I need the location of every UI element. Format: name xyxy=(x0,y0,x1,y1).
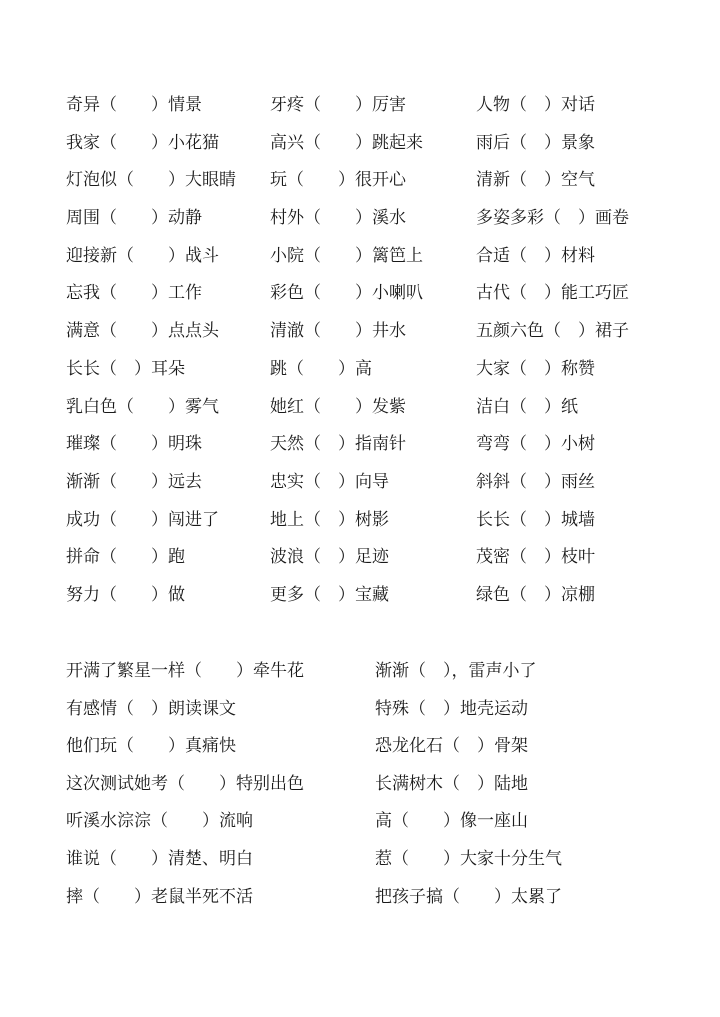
phrase-item: 惹（ ）大家十分生气 xyxy=(375,848,562,869)
phrase-item: 她红（ ）发紫 xyxy=(270,396,406,417)
phrase-item: 忘我（ ）工作 xyxy=(66,283,202,304)
phrase-item: 长长（ ）耳朵 xyxy=(66,358,185,379)
phrase-grid-three-columns xyxy=(66,92,706,620)
phrase-item: 努力（ ）做 xyxy=(66,584,185,605)
phrase-item: 特殊（ ）地壳运动 xyxy=(375,698,528,719)
grid-row xyxy=(66,469,706,507)
phrase-item: 长满树木（ ）陆地 xyxy=(375,773,528,794)
phrase-item: 玩（ ）很开心 xyxy=(270,170,406,191)
grid-row xyxy=(66,394,706,432)
phrase-item: 跳（ ）高 xyxy=(270,358,372,379)
phrase-item: 斜斜（ ）雨丝 xyxy=(476,471,595,492)
grid-row xyxy=(66,808,706,846)
grid-row xyxy=(66,846,706,884)
grid-row xyxy=(66,92,706,130)
grid-row xyxy=(66,884,706,922)
grid-row xyxy=(66,544,706,582)
grid-row xyxy=(66,771,706,809)
phrase-item: 清新（ ）空气 xyxy=(476,170,595,191)
phrase-item: 天然（ ）指南针 xyxy=(270,434,406,455)
phrase-item: 恐龙化石（ ）骨架 xyxy=(375,736,528,757)
phrase-item: 茂密（ ）枝叶 xyxy=(476,547,595,568)
phrase-item: 牙疼（ ）厉害 xyxy=(270,95,406,115)
phrase-item: 这次测试她考（ ）特别出色 xyxy=(66,773,304,794)
phrase-item: 弯弯（ ）小树 xyxy=(476,434,595,455)
phrase-item: 多姿多彩（ ）画卷 xyxy=(476,208,629,229)
phrase-grid-two-columns xyxy=(66,658,706,921)
phrase-item: 我家（ ）小花猫 xyxy=(66,132,219,153)
grid-row xyxy=(66,356,706,394)
phrase-item: 清澈（ ）井水 xyxy=(270,321,406,342)
phrase-item: 璀璨（ ）明珠 xyxy=(66,434,202,455)
phrase-item: 周围（ ）动静 xyxy=(66,208,202,229)
grid-row xyxy=(66,205,706,243)
phrase-item: 乳白色（ ）雾气 xyxy=(66,396,219,417)
phrase-item: 摔（ ）老鼠半死不活 xyxy=(66,886,253,907)
phrase-item: 谁说（ ）清楚、明白 xyxy=(66,848,253,869)
grid-row xyxy=(66,733,706,771)
grid-row xyxy=(66,658,706,696)
grid-row xyxy=(66,431,706,469)
phrase-item: 把孩子搞（ ）太累了 xyxy=(375,886,562,907)
phrase-item: 小院（ ）篱笆上 xyxy=(270,245,423,266)
grid-row xyxy=(66,318,706,356)
phrase-item: 长长（ ）城墙 xyxy=(476,509,595,530)
phrase-item: 合适（ ）材料 xyxy=(476,245,595,266)
phrase-item: 绿色（ ）凉棚 xyxy=(476,584,595,605)
phrase-item: 五颜六色（ ）裙子 xyxy=(476,321,629,342)
phrase-item: 灯泡似（ ）大眼睛 xyxy=(66,170,236,191)
grid-row xyxy=(66,167,706,205)
phrase-item: 成功（ ）闯进了 xyxy=(66,509,219,530)
grid-row xyxy=(66,582,706,620)
grid-row xyxy=(66,696,706,734)
grid-row xyxy=(66,507,706,545)
phrase-item: 波浪（ ）足迹 xyxy=(270,547,389,568)
phrase-item: 听溪水淙淙（ ）流响 xyxy=(66,811,253,832)
phrase-item: 高（ ）像一座山 xyxy=(375,811,528,832)
grid-row xyxy=(66,130,706,168)
phrase-item: 彩色（ ）小喇叭 xyxy=(270,283,423,304)
grid-row xyxy=(66,243,706,281)
phrase-item: 古代（ ）能工巧匠 xyxy=(476,283,629,304)
grid-row xyxy=(66,280,706,318)
phrase-item: 满意（ ）点点头 xyxy=(66,321,219,342)
phrase-item: 奇异（ ）情景 xyxy=(66,95,202,115)
phrase-item: 地上（ ）树影 xyxy=(270,509,389,530)
phrase-item: 渐渐（ ），雷声小了 xyxy=(375,661,537,681)
phrase-item: 高兴（ ）跳起来 xyxy=(270,132,423,153)
phrase-item: 雨后（ ）景象 xyxy=(476,132,595,153)
phrase-item: 更多（ ）宝藏 xyxy=(270,584,389,605)
phrase-item: 村外（ ）溪水 xyxy=(270,208,406,229)
phrase-item: 人物（ ）对话 xyxy=(476,95,595,115)
phrase-item: 渐渐（ ）远去 xyxy=(66,471,202,492)
phrase-item: 有感情（ ）朗读课文 xyxy=(66,698,236,719)
phrase-item: 他们玩（ ）真痛快 xyxy=(66,736,236,757)
phrase-item: 开满了繁星一样（ ）牵牛花 xyxy=(66,661,304,681)
phrase-item: 迎接新（ ）战斗 xyxy=(66,245,219,266)
phrase-item: 拼命（ ）跑 xyxy=(66,547,185,568)
phrase-item: 大家（ ）称赞 xyxy=(476,358,595,379)
phrase-item: 洁白（ ）纸 xyxy=(476,396,578,417)
phrase-item: 忠实（ ）向导 xyxy=(270,471,389,492)
